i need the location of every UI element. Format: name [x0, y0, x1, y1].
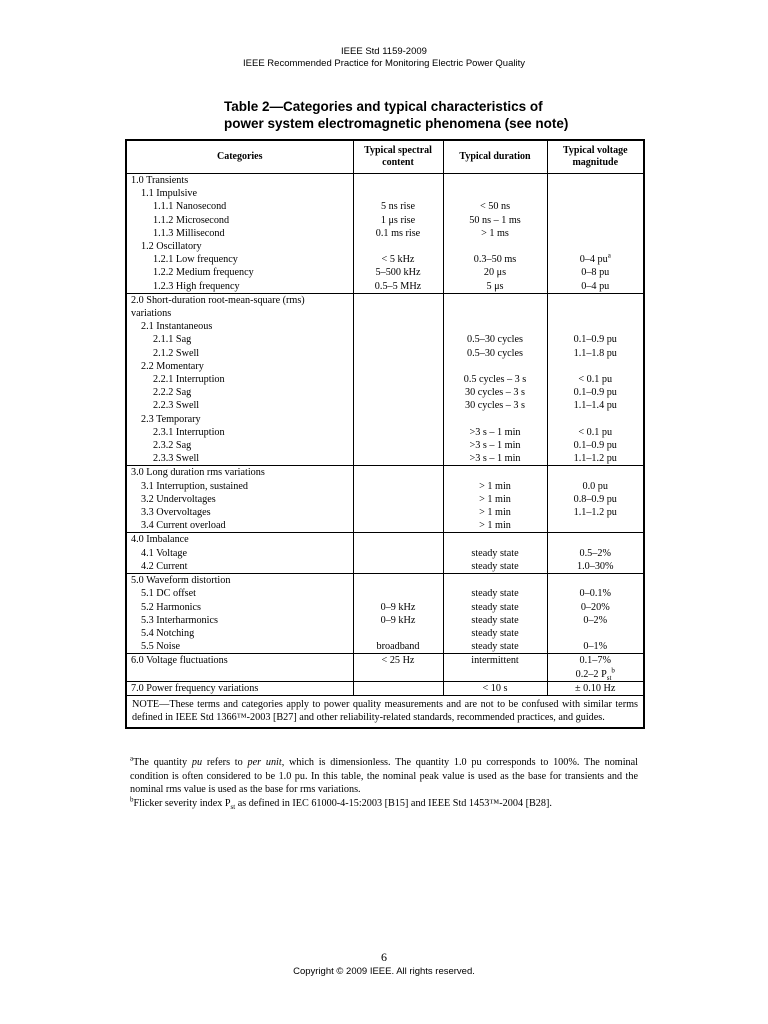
spectral-cell	[353, 426, 443, 439]
table-row	[126, 560, 644, 574]
magnitude-value: 0.2–2 P	[575, 668, 607, 680]
magnitude-footnote-mark: a	[607, 251, 611, 260]
table-row	[126, 426, 644, 439]
spectral-cell	[353, 452, 443, 466]
duration-cell	[443, 293, 547, 307]
category-cell: 1.1.2 Microsecond	[126, 214, 353, 227]
duration-cell: 5 μs	[443, 280, 547, 294]
category-cell: 1.2 Oscillatory	[126, 240, 353, 253]
category-cell: 1.1.3 Millisecond	[126, 227, 353, 240]
table-row	[126, 360, 644, 373]
footnote-b-mark: b	[130, 795, 134, 804]
magnitude-cell	[547, 547, 644, 560]
table-row	[126, 333, 644, 346]
magnitude-value: 0.8–0.9 pu	[573, 493, 617, 505]
header-std: IEEE Std 1159-2009	[341, 46, 427, 57]
table-row	[126, 200, 644, 213]
category-cell: variations	[126, 307, 353, 320]
category-cell: 2.3 Temporary	[126, 413, 353, 426]
table-row	[126, 493, 644, 506]
spectral-cell	[353, 439, 443, 452]
table-row	[126, 293, 644, 307]
duration-cell: steady state	[443, 587, 547, 600]
duration-cell: steady state	[443, 560, 547, 574]
magnitude-cell	[547, 227, 644, 240]
table-row	[126, 480, 644, 493]
magnitude-cell	[547, 614, 644, 627]
footnote-b-text: as defined in IEC 61000-4-15:2003 [B15] and IEEE Std 1453™-2004 [B28].	[235, 797, 552, 809]
duration-cell: 30 cycles – 3 s	[443, 399, 547, 412]
magnitude-cell	[547, 574, 644, 588]
category-cell: 5.2 Harmonics	[126, 601, 353, 614]
duration-cell: >3 s – 1 min	[443, 439, 547, 452]
category-cell: 4.1 Voltage	[126, 547, 353, 560]
category-cell: 2.3.2 Sag	[126, 439, 353, 452]
spectral-cell	[353, 187, 443, 200]
magnitude-cell	[547, 587, 644, 600]
duration-cell: < 10 s	[443, 681, 547, 695]
spectral-cell: 0.1 ms rise	[353, 227, 443, 240]
spectral-cell	[353, 466, 443, 480]
duration-cell: 0.5–30 cycles	[443, 333, 547, 346]
duration-cell: > 1 min	[443, 506, 547, 519]
magnitude-cell	[547, 293, 644, 307]
spectral-cell: 0–9 kHz	[353, 614, 443, 627]
magnitude-footnote-mark: b	[611, 666, 615, 675]
magnitude-value: < 0.1 pu	[578, 426, 613, 438]
table-row	[126, 174, 644, 188]
duration-cell: > 1 min	[443, 519, 547, 533]
table-row	[126, 214, 644, 227]
category-cell: 2.3.3 Swell	[126, 452, 353, 466]
magnitude-cell	[547, 373, 644, 386]
duration-cell: > 1 min	[443, 493, 547, 506]
category-cell: 5.5 Noise	[126, 640, 353, 654]
table-row	[126, 253, 644, 266]
duration-cell: 20 μs	[443, 266, 547, 279]
category-cell: 2.1 Instantaneous	[126, 320, 353, 333]
magnitude-cell	[547, 493, 644, 506]
magnitude-cell	[547, 681, 644, 695]
duration-cell: >3 s – 1 min	[443, 452, 547, 466]
table-row	[126, 320, 644, 333]
footnote-a-text: The quantity	[133, 757, 192, 768]
footnote-a-italic: pu	[191, 757, 203, 768]
table-row	[126, 640, 644, 654]
magnitude-cell	[547, 266, 644, 279]
table-row	[126, 668, 644, 682]
spectral-cell: < 5 kHz	[353, 253, 443, 266]
table-row	[126, 227, 644, 240]
table-row	[126, 439, 644, 452]
table-row	[126, 587, 644, 600]
duration-cell: < 50 ns	[443, 200, 547, 213]
magnitude-cell	[547, 214, 644, 227]
magnitude-value: 0.1–7%	[579, 655, 611, 667]
category-cell: 3.4 Current overload	[126, 519, 353, 533]
footnote-a-text: , which is dimensionless. The quantity 1.0 pu corresponds to 100%. The nominal condition is often considered to be 1.0 pu. In this table, the nominal peak value is used as the base for transients and the nominal rms value is used as the base for rms variations.	[130, 757, 638, 795]
magnitude-cell	[547, 333, 644, 346]
magnitude-value: 0–1%	[583, 641, 608, 653]
footnote-a	[130, 756, 638, 797]
magnitude-cell	[547, 280, 644, 294]
magnitude-value: 0–8 pu	[581, 267, 610, 279]
duration-cell: intermittent	[443, 654, 547, 668]
phenomena-table	[125, 139, 645, 729]
table-header-row	[126, 140, 644, 174]
category-cell: 6.0 Voltage fluctuations	[126, 654, 353, 668]
magnitude-cell	[547, 654, 644, 668]
duration-cell	[443, 240, 547, 253]
table-row	[126, 627, 644, 640]
magnitude-value: 0.5–2%	[579, 547, 611, 559]
magnitude-cell	[547, 560, 644, 574]
magnitude-value: 0.1–0.9 pu	[573, 387, 617, 399]
duration-cell: steady state	[443, 640, 547, 654]
table-row	[126, 266, 644, 279]
magnitude-cell	[547, 399, 644, 412]
duration-cell: >3 s – 1 min	[443, 426, 547, 439]
magnitude-value: 1.1–1.2 pu	[573, 507, 617, 519]
table-row	[126, 280, 644, 294]
category-cell: 1.0 Transients	[126, 174, 353, 188]
table-row	[126, 519, 644, 533]
table-row	[126, 574, 644, 588]
category-cell: 2.3.1 Interruption	[126, 426, 353, 439]
magnitude-cell	[547, 174, 644, 188]
spectral-cell	[353, 360, 443, 373]
footnote-b-text: Flicker severity index P	[133, 797, 231, 809]
spectral-cell: 5 ns rise	[353, 200, 443, 213]
magnitude-cell	[547, 452, 644, 466]
category-cell: 5.0 Waveform distortion	[126, 574, 353, 588]
column-header-duration: Typical duration	[443, 140, 547, 174]
footnote-a-text: refers to	[202, 757, 248, 768]
duration-cell: steady state	[443, 614, 547, 627]
magnitude-value: 1.1–1.4 pu	[573, 400, 617, 412]
table-row	[126, 614, 644, 627]
column-header-spectral: Typical spectral content	[353, 140, 443, 174]
category-cell: 5.1 DC offset	[126, 587, 353, 600]
magnitude-value: 0–20%	[580, 601, 610, 613]
category-cell: 3.0 Long duration rms variations	[126, 466, 353, 480]
category-cell: 1.2.3 High frequency	[126, 280, 353, 294]
magnitude-cell	[547, 253, 644, 266]
category-cell: 2.2.3 Swell	[126, 399, 353, 412]
category-cell: 5.3 Interharmonics	[126, 614, 353, 627]
spectral-cell: 0–9 kHz	[353, 601, 443, 614]
duration-cell	[443, 574, 547, 588]
category-cell: 7.0 Power frequency variations	[126, 681, 353, 695]
table-row	[126, 347, 644, 360]
magnitude-subscript: st	[606, 673, 612, 682]
spectral-cell	[353, 560, 443, 574]
table-row	[126, 547, 644, 560]
spectral-cell	[353, 413, 443, 426]
duration-cell: 0.5 cycles – 3 s	[443, 373, 547, 386]
spectral-cell	[353, 627, 443, 640]
table-title-line2: power system electromagnetic phenomena (see note)	[224, 116, 569, 131]
duration-cell	[443, 533, 547, 547]
magnitude-cell	[547, 360, 644, 373]
duration-cell: 0.5–30 cycles	[443, 347, 547, 360]
magnitude-cell	[547, 307, 644, 320]
spectral-cell	[353, 533, 443, 547]
copyright: Copyright © 2009 IEEE. All rights reserved.	[293, 966, 475, 977]
magnitude-value: 0.1–0.9 pu	[573, 440, 617, 452]
duration-cell	[443, 320, 547, 333]
spectral-cell	[353, 373, 443, 386]
table-note-row	[126, 695, 644, 728]
magnitude-cell	[547, 506, 644, 519]
magnitude-cell	[547, 668, 644, 682]
category-cell: 2.2 Momentary	[126, 360, 353, 373]
table-row	[126, 533, 644, 547]
magnitude-value: 0–4 pu	[579, 254, 608, 266]
magnitude-cell	[547, 480, 644, 493]
table-row	[126, 187, 644, 200]
footnote-a-mark: a	[130, 754, 134, 763]
spectral-cell: broadband	[353, 640, 443, 654]
category-cell: 1.2.2 Medium frequency	[126, 266, 353, 279]
magnitude-value: ± 0.10 Hz	[575, 682, 616, 694]
table-body	[126, 174, 644, 696]
page-number: 6	[381, 950, 387, 964]
table-row	[126, 452, 644, 466]
magnitude-cell	[547, 187, 644, 200]
spectral-cell: 1 μs rise	[353, 214, 443, 227]
table-row	[126, 386, 644, 399]
footnote-b-sub: st	[230, 802, 236, 811]
magnitude-cell	[547, 601, 644, 614]
footnotes	[130, 756, 638, 810]
spectral-cell	[353, 668, 443, 682]
magnitude-cell	[547, 240, 644, 253]
category-cell: 2.2.2 Sag	[126, 386, 353, 399]
category-cell: 2.2.1 Interruption	[126, 373, 353, 386]
spectral-cell	[353, 506, 443, 519]
table-row	[126, 413, 644, 426]
category-cell: 1.2.1 Low frequency	[126, 253, 353, 266]
category-cell: 2.1.2 Swell	[126, 347, 353, 360]
duration-cell: steady state	[443, 547, 547, 560]
column-header-magnitude: Typical voltage magnitude	[547, 140, 644, 174]
duration-cell	[443, 174, 547, 188]
category-cell: 2.0 Short-duration root-mean-square (rms)	[126, 293, 353, 307]
magnitude-cell	[547, 533, 644, 547]
magnitude-cell	[547, 640, 644, 654]
magnitude-cell	[547, 627, 644, 640]
magnitude-value: 0–4 pu	[581, 280, 610, 292]
magnitude-value: 1.1–1.8 pu	[573, 347, 617, 359]
category-cell: 3.3 Overvoltages	[126, 506, 353, 519]
magnitude-cell	[547, 386, 644, 399]
magnitude-cell	[547, 347, 644, 360]
spectral-cell	[353, 574, 443, 588]
table-row	[126, 466, 644, 480]
duration-cell: steady state	[443, 601, 547, 614]
spectral-cell: 5–500 kHz	[353, 266, 443, 279]
footnote-b	[130, 797, 638, 811]
magnitude-value: 0–2%	[583, 614, 608, 626]
category-cell: 4.2 Current	[126, 560, 353, 574]
magnitude-cell	[547, 466, 644, 480]
spectral-cell	[353, 480, 443, 493]
duration-cell	[443, 360, 547, 373]
spectral-cell	[353, 386, 443, 399]
spectral-cell	[353, 320, 443, 333]
spectral-cell	[353, 587, 443, 600]
duration-cell	[443, 668, 547, 682]
category-cell: 5.4 Notching	[126, 627, 353, 640]
duration-cell	[443, 187, 547, 200]
table-row	[126, 399, 644, 412]
table-row	[126, 601, 644, 614]
duration-cell: steady state	[443, 627, 547, 640]
table-title	[224, 98, 568, 132]
magnitude-cell	[547, 439, 644, 452]
header-title: IEEE Recommended Practice for Monitoring Electric Power Quality	[243, 58, 525, 69]
duration-cell: > 1 ms	[443, 227, 547, 240]
footnote-a-italic: per unit	[247, 757, 282, 768]
spectral-cell	[353, 240, 443, 253]
table-row	[126, 307, 644, 320]
category-cell: 4.0 Imbalance	[126, 533, 353, 547]
magnitude-value: < 0.1 pu	[578, 374, 613, 386]
spectral-cell: 0.5–5 MHz	[353, 280, 443, 294]
spectral-cell	[353, 681, 443, 695]
table-row	[126, 506, 644, 519]
table-row	[126, 373, 644, 386]
spectral-cell	[353, 493, 443, 506]
spectral-cell	[353, 174, 443, 188]
spectral-cell	[353, 293, 443, 307]
magnitude-cell	[547, 413, 644, 426]
table-row	[126, 240, 644, 253]
spectral-cell	[353, 547, 443, 560]
duration-cell	[443, 413, 547, 426]
magnitude-value: 0–0.1%	[579, 588, 611, 600]
magnitude-value: 0.1–0.9 pu	[573, 334, 617, 346]
duration-cell	[443, 307, 547, 320]
magnitude-cell	[547, 320, 644, 333]
duration-cell: 50 ns – 1 ms	[443, 214, 547, 227]
category-cell: 1.1.1 Nanosecond	[126, 200, 353, 213]
duration-cell: 0.3–50 ms	[443, 253, 547, 266]
duration-cell: > 1 min	[443, 480, 547, 493]
spectral-cell	[353, 307, 443, 320]
table-row	[126, 654, 644, 668]
category-cell: 3.1 Interruption, sustained	[126, 480, 353, 493]
category-cell: 3.2 Undervoltages	[126, 493, 353, 506]
magnitude-value: 1.1–1.2 pu	[573, 453, 617, 465]
spectral-cell	[353, 333, 443, 346]
duration-cell: 30 cycles – 3 s	[443, 386, 547, 399]
magnitude-cell	[547, 519, 644, 533]
spectral-cell	[353, 347, 443, 360]
category-cell	[126, 668, 353, 682]
duration-cell	[443, 466, 547, 480]
table-note: NOTE—These terms and categories apply to power quality measurements and are not to be confused with similar terms defined in IEEE Std 1366™-2003 [B27] and other reliability-related standards, recommended practices, and guides.	[126, 695, 644, 728]
category-cell: 2.1.1 Sag	[126, 333, 353, 346]
spectral-cell	[353, 399, 443, 412]
column-header-categories: Categories	[126, 140, 353, 174]
category-cell: 1.1 Impulsive	[126, 187, 353, 200]
magnitude-cell	[547, 200, 644, 213]
table-title-line1: Table 2—Categories and typical characteristics of	[224, 99, 543, 114]
spectral-cell	[353, 519, 443, 533]
table-row	[126, 681, 644, 695]
spectral-cell: < 25 Hz	[353, 654, 443, 668]
magnitude-value: 1.0–30%	[576, 560, 614, 572]
magnitude-value: 0.0 pu	[582, 480, 608, 492]
magnitude-cell	[547, 426, 644, 439]
